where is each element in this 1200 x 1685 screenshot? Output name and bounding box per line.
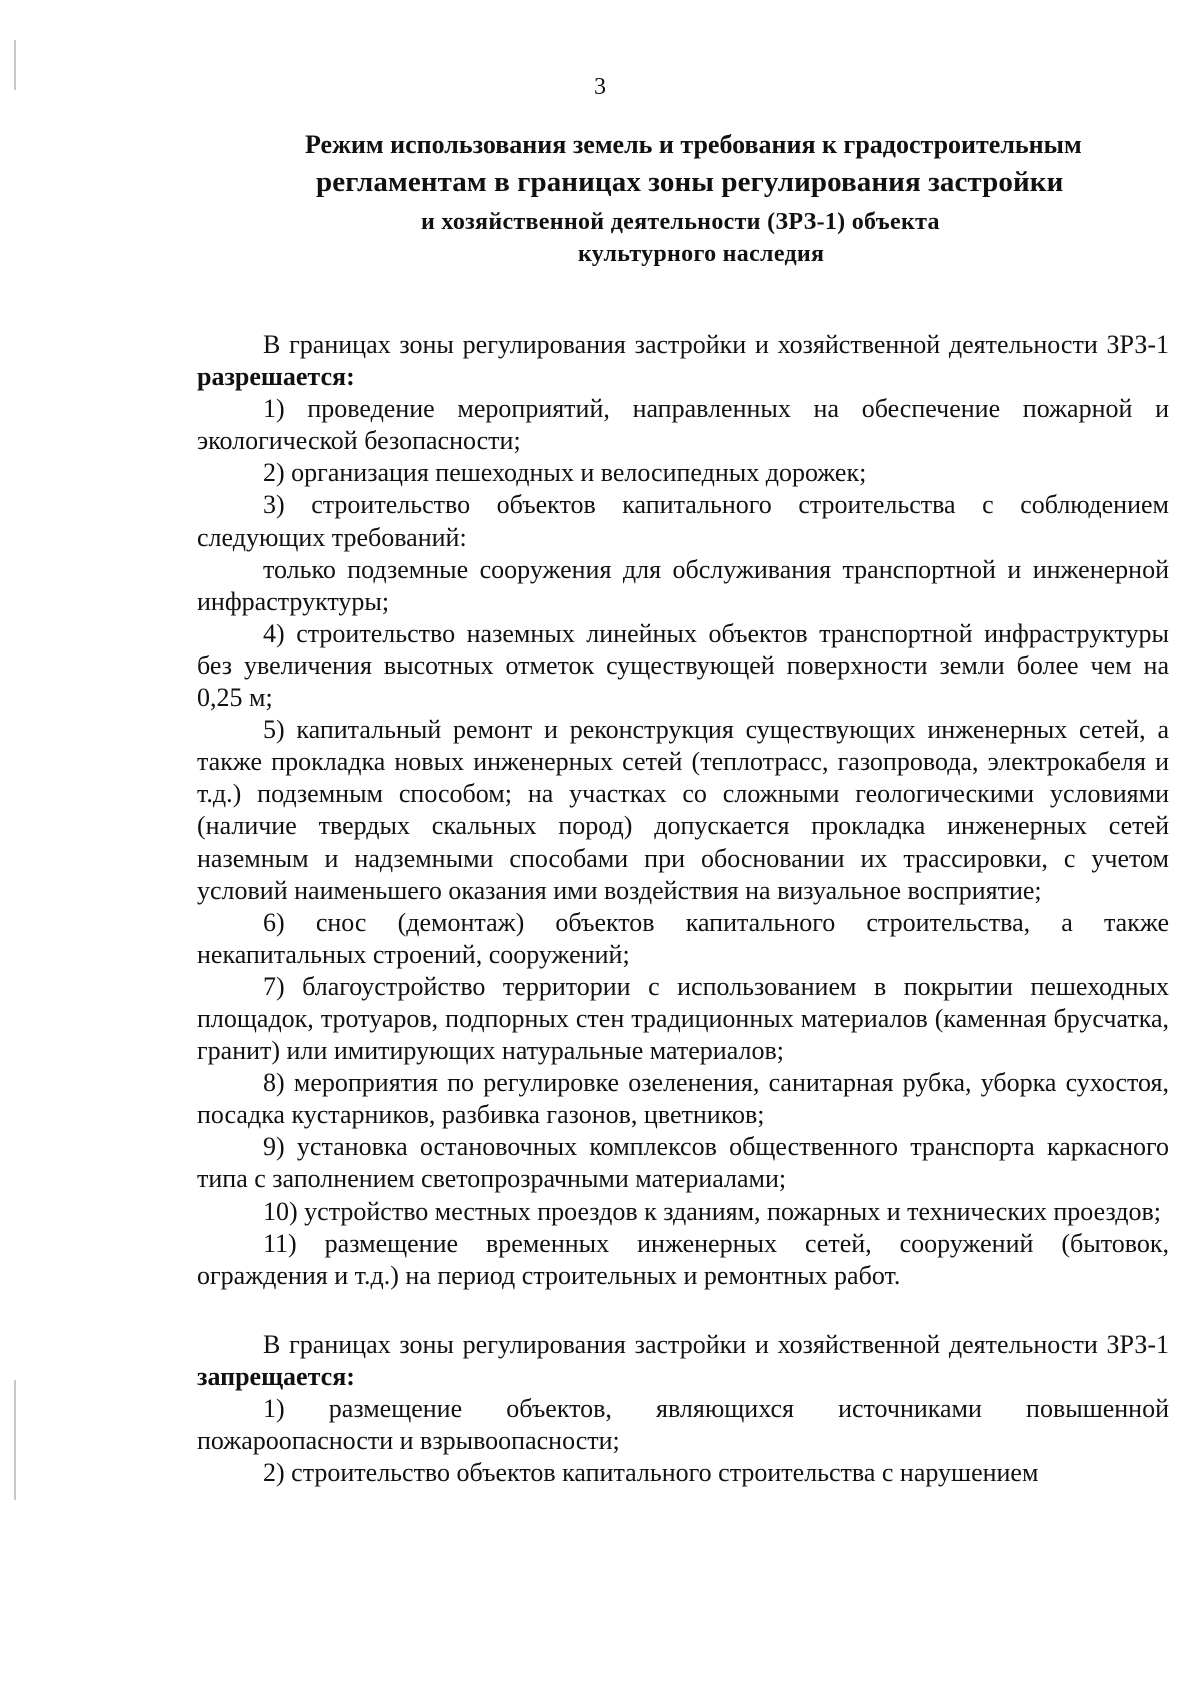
allowed-item: 8) мероприятия по регулировке озеленения, санитарная рубка, уборка сухостоя, посадка кустарников, разбивка газонов, цветников; (197, 1068, 1169, 1130)
title-line-3: и хозяйственной деятельности (ЗРЗ-1) объекта (421, 209, 940, 235)
allowed-section (197, 329, 1169, 1292)
title-line-1: Режим использования земель и требования к градостроительным (305, 130, 1082, 159)
allowed-intro-text: В границах зоны регулирования застройки и хозяйственной деятельности ЗРЗ-1 (263, 330, 1169, 359)
prohibited-keyword: запрещается: (197, 1361, 355, 1391)
section-gap (197, 1292, 1169, 1329)
allowed-item: 3) строительство объектов капитального строительства с соблюдением следующих требований: (197, 490, 1169, 552)
allowed-item: 10) устройство местных проездов к зданиям, пожарных и технических проездов; (263, 1196, 1161, 1226)
prohibited-intro (197, 1329, 1169, 1393)
scan-edge-mark (14, 1380, 16, 1500)
allowed-item: 6) снос (демонтаж) объектов капитального строительства, а также некапитальных строений, сооружений; (197, 907, 1169, 969)
allowed-item: 7) благоустройство территории с использованием в покрытии пешеходных площадок, тротуаров, подпорных стен традиционных материалов (каменная брусчатка, гранит) или имитирующих натуральные материалов; (197, 971, 1169, 1066)
page-number: 3 (594, 74, 606, 100)
allowed-item: 1) проведение мероприятий, направленных на обеспечение пожарной и экологической безопасности; (197, 394, 1169, 456)
allowed-item: 4) строительство наземных линейных объектов транспортной инфраструктуры без увеличения высотных отметок существующей поверхности земли более чем на 0,25 м; (197, 618, 1169, 713)
allowed-item: 5) капитальный ремонт и реконструкция существующих инженерных сетей, а также прокладка новых инженерных сетей (теплотрасс, газопровода, электрокабеля и т.д.) подземным способом; на участках со сложными геологическими условиями (наличие твердых скальных пород) допускается прокладка инженерных сетей наземным и надземными способами при обосновании их трассировки, с учетом условий наименьшего оказания ими воздействия на визуальное восприятие; (197, 715, 1169, 905)
prohibited-intro-text: В границах зоны регулирования застройки и хозяйственной деятельности ЗРЗ-1 (263, 1329, 1169, 1359)
allowed-intro (197, 329, 1169, 393)
allowed-item: 2) организация пешеходных и велосипедных дорожек; (263, 458, 867, 488)
document-body (197, 329, 1169, 1489)
allowed-item: 11) размещение временных инженерных сетей, сооружений (бытовок, ограждения и т.д.) на период строительных и ремонтных работ. (197, 1228, 1169, 1290)
allowed-keyword: разрешается: (197, 362, 355, 392)
prohibited-item: 1) размещение объектов, являющихся источниками повышенной пожароопасности и взрывоопасности; (197, 1394, 1169, 1456)
title-line-4: культурного наследия (578, 241, 825, 267)
allowed-item: 9) установка остановочных комплексов общественного транспорта каркасного типа с заполнением светопрозрачными материалами; (197, 1132, 1169, 1194)
prohibited-item: 2) строительство объектов капитального строительства с нарушением (263, 1458, 1039, 1488)
title-line-2: регламентам в границах зоны регулирования застройки (316, 166, 1064, 198)
prohibited-section (197, 1329, 1169, 1489)
allowed-subitem: только подземные сооружения для обслуживания транспортной и инженерной инфраструктуры; (197, 554, 1169, 616)
